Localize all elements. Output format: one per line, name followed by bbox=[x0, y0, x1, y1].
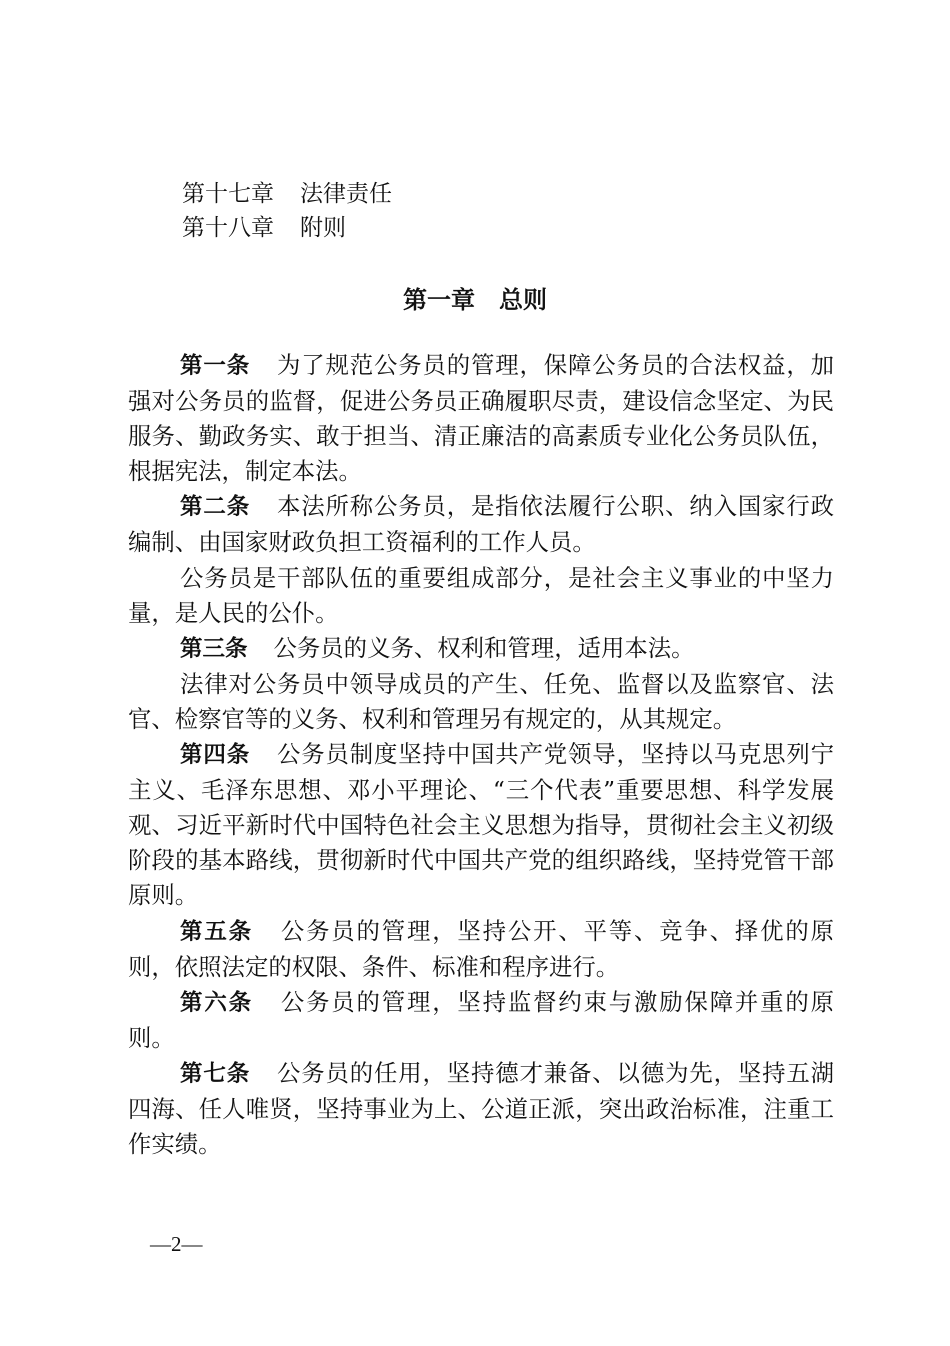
article-paragraph bbox=[128, 737, 834, 913]
article-paragraph bbox=[128, 985, 834, 1056]
article-number: 第七条 bbox=[180, 1060, 251, 1087]
chapter-title: 总则 bbox=[499, 286, 547, 314]
chapter-heading bbox=[0, 283, 950, 317]
article-number: 第四条 bbox=[180, 742, 251, 769]
article-paragraph bbox=[128, 914, 834, 985]
toc-entry bbox=[182, 177, 392, 211]
paragraph-text: 法律对公务员中领导成员的产生、任免、监督以及监察官、法官、检察官等的义务、权利和管理另有规定的，从其规定。 bbox=[128, 669, 834, 733]
toc-chapter-title: 法律责任 bbox=[300, 181, 392, 207]
paragraph-text: 公务员的任用，坚持德才兼备、以德为先，坚持五湖四海、任人唯贤，坚持事业为上、公道正派，突出政治标准，注重工作实绩。 bbox=[128, 1058, 834, 1159]
article-number: 第五条 bbox=[180, 918, 254, 945]
chapter-number: 第一章 bbox=[403, 286, 475, 314]
article-paragraph bbox=[128, 489, 834, 560]
paragraph-text: 公务员是干部队伍的重要组成部分，是社会主义事业的中坚力量，是人民的公仆。 bbox=[128, 563, 834, 627]
article-number: 第一条 bbox=[180, 353, 251, 379]
paragraph-text: 公务员制度坚持中国共产党领导，坚持以马克思列宁主义、毛泽东思想、邓小平理论、“三个代表”重要思想、科学发展观、习近平新时代中国特色社会主义思想为指导，贯彻社会主义初级阶段的基本路线，贯彻新时代中国共产党的组织路线，坚持党管干部原则。 bbox=[128, 740, 834, 910]
article-number: 第二条 bbox=[180, 494, 251, 521]
article-number: 第三条 bbox=[180, 635, 248, 662]
paragraph-text: 公务员的义务、权利和管理，适用本法。 bbox=[273, 633, 695, 662]
document-body bbox=[128, 348, 834, 1162]
paragraph-text: 为了规范公务员的管理，保障公务员的合法权益，加强对公务员的监督，促进公务员正确履职尽责，建设信念坚定、为民服务、勤政务实、敢于担当、清正廉洁的高素质专业化公务员队伍，根据宪法，制定本法。 bbox=[128, 351, 834, 486]
article-paragraph bbox=[128, 631, 834, 667]
toc-chapter-title: 附则 bbox=[300, 215, 346, 241]
article-number: 第六条 bbox=[180, 989, 254, 1016]
paragraph-text: 公务员的管理，坚持公开、平等、竞争、择优的原则，依照法定的权限、条件、标准和程序进行。 bbox=[128, 916, 834, 981]
paragraph bbox=[128, 561, 834, 631]
toc-entry bbox=[182, 211, 346, 245]
paragraph-text: 本法所称公务员，是指依法履行公职、纳入国家行政编制、由国家财政负担工资福利的工作人员。 bbox=[128, 492, 834, 557]
page-number: —2— bbox=[150, 1232, 203, 1256]
paragraph-text: 公务员的管理，坚持监督约束与激励保障并重的原则。 bbox=[128, 987, 834, 1052]
toc-chapter-number: 第十七章 bbox=[182, 181, 274, 207]
article-paragraph bbox=[128, 348, 834, 489]
article-paragraph bbox=[128, 1056, 834, 1162]
paragraph bbox=[128, 667, 834, 737]
toc-chapter-number: 第十八章 bbox=[182, 215, 274, 241]
